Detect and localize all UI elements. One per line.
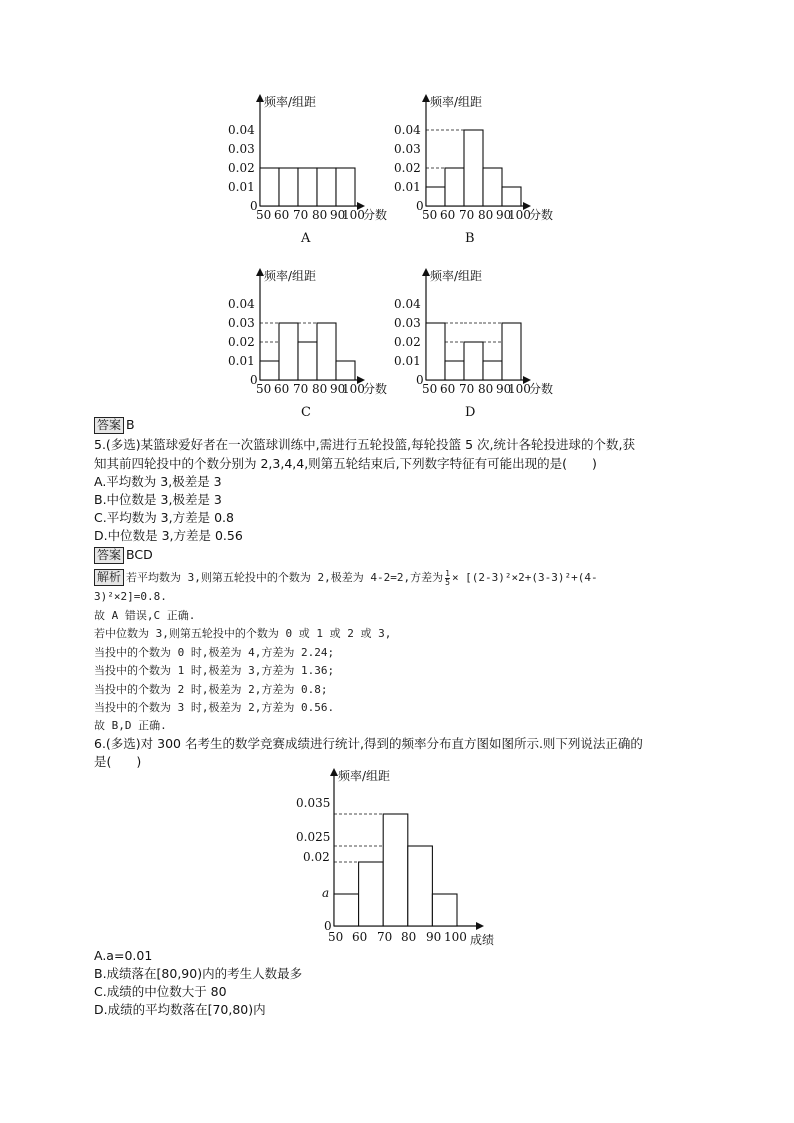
histogram-bar-90-100 xyxy=(336,168,355,206)
histogram-c-xlabel: 分数 xyxy=(363,382,388,396)
q6-ytick-002: 0.02 xyxy=(303,850,330,864)
histogram-c-xtick-80: 80 xyxy=(312,382,328,396)
histogram-bar-90-100 xyxy=(336,361,355,380)
histogram-a-xtick-70: 70 xyxy=(293,208,309,222)
q5-option-c: C.平均数为 3,方差是 0.8 xyxy=(94,510,234,525)
q6-yarrow xyxy=(330,768,338,776)
q5-explain-line8: 当投中的个数为 3 时,极差为 2,方差为 0.56. xyxy=(94,701,335,714)
histogram-bar-60-70 xyxy=(445,361,464,380)
histogram-a-ylabel: 频率/组距 xyxy=(264,95,317,109)
histogram-c-ytick-004: 0.04 xyxy=(228,297,255,311)
histogram-a-xtick-80: 80 xyxy=(312,208,328,222)
histogram-d-ylabel: 频率/组距 xyxy=(430,269,483,283)
q6-stem-line1: 6.(多选)对 300 名考生的数学竞赛成绩进行统计,得到的频率分布直方图如图所示.则下列说法正确的 xyxy=(94,736,643,751)
histogram-bar-60-70 xyxy=(359,862,384,926)
histogram-c-svg xyxy=(226,266,388,426)
histogram-a-xlabel: 分数 xyxy=(363,208,388,222)
histogram-bar-50-60 xyxy=(260,168,279,206)
histogram-a-xtick-100: 100 xyxy=(342,208,365,222)
histogram-b xyxy=(392,92,572,252)
histogram-a-ytick-004: 0.04 xyxy=(228,123,255,137)
q6-xarrow xyxy=(476,922,484,930)
histogram-d-ytick-0: 0 xyxy=(416,373,424,387)
histogram-b-xtick-90: 90 xyxy=(496,208,512,222)
q5-explain-line3: 故 A 错误,C 正确. xyxy=(94,609,196,622)
histogram-d-xtick-100: 100 xyxy=(508,382,531,396)
histogram-bar-50-60 xyxy=(426,187,445,206)
histogram-bar-70-80 xyxy=(298,168,317,206)
histogram-b-ytick-004: 0.04 xyxy=(394,123,421,137)
q4-answer-value: B xyxy=(126,417,135,432)
q6-stem-line2: 是( ) xyxy=(94,754,142,769)
histogram-d-ytick-002: 0.02 xyxy=(394,335,421,349)
histogram-c-caption: C xyxy=(301,405,311,420)
histogram-b-xtick-70: 70 xyxy=(459,208,475,222)
histogram-a-caption: A xyxy=(301,231,311,246)
q5-explain-text1a: 若平均数为 3,则第五轮投中的个数为 2,极差为 4-2=2,方差为 xyxy=(126,571,444,584)
histogram-d-ytick-004: 0.04 xyxy=(394,297,421,311)
histogram-b-xtick-100: 100 xyxy=(508,208,531,222)
histogram-d-xlabel: 分数 xyxy=(529,382,554,396)
histogram-d-xtick-70: 70 xyxy=(459,382,475,396)
histogram-bar-70-80 xyxy=(464,342,483,380)
histogram-d-ytick-003: 0.03 xyxy=(394,316,421,330)
histogram-d-xtick-80: 80 xyxy=(478,382,494,396)
histogram-b-ytick-002: 0.02 xyxy=(394,161,421,175)
histogram-bar-80-90 xyxy=(483,168,502,206)
histogram-d-xtick-50: 50 xyxy=(422,382,438,396)
q5-option-d: D.中位数是 3,方差是 0.56 xyxy=(94,528,243,543)
q5-explain-line5: 当投中的个数为 0 时,极差为 4,方差为 2.24; xyxy=(94,646,335,659)
histogram-b-svg xyxy=(392,92,572,252)
histogram-a-ytick-002: 0.02 xyxy=(228,161,255,175)
q5-explain-text1b: × [(2-3)²×2+(3-3)²+(4- xyxy=(451,571,598,584)
q5-explain-line6: 当投中的个数为 1 时,极差为 3,方差为 1.36; xyxy=(94,664,335,677)
histogram-c-ytick-0: 0 xyxy=(250,373,258,387)
frac-numerator: 1 xyxy=(445,568,450,578)
q4-answer-line xyxy=(94,416,135,434)
histogram-bar-50-60 xyxy=(260,361,279,380)
q6-xtick-50: 50 xyxy=(328,930,344,944)
q6-option-b: B.成绩落在[80,90)内的考生人数最多 xyxy=(94,966,303,981)
q6-xtick-60: 60 xyxy=(352,930,368,944)
q6-ytick-0025: 0.025 xyxy=(296,830,331,844)
histogram-bar-70-80 xyxy=(464,130,483,206)
histogram-c-xtick-90: 90 xyxy=(330,382,346,396)
histogram-bar-80-90 xyxy=(483,361,502,380)
histogram-bar-80-90 xyxy=(317,323,336,380)
frac-denominator: 5 xyxy=(445,577,450,587)
q5-option-b: B.中位数是 3,极差是 3 xyxy=(94,492,222,507)
histogram-c-ylabel: 频率/组距 xyxy=(264,269,317,283)
q5-answer-line xyxy=(94,546,153,564)
q5-stem-line2: 知其前四轮投中的个数分别为 2,3,4,4,则第五轮结束后,下列数字特征有可能出现的是( ) xyxy=(94,456,597,471)
histogram-b-caption: B xyxy=(465,231,475,246)
q6-option-c: C.成绩的中位数大于 80 xyxy=(94,984,227,999)
q5-explain-line2: 3)²×2]=0.8. xyxy=(94,590,167,603)
histogram-a-ytick-003: 0.03 xyxy=(228,142,255,156)
q6-xlabel: 成绩 xyxy=(470,933,495,947)
histogram-bar-70-80 xyxy=(383,814,408,926)
q6-xtick-70: 70 xyxy=(377,930,393,944)
histogram-c-xtick-50: 50 xyxy=(256,382,272,396)
q5-explain-fraction xyxy=(445,570,450,587)
histogram-b-xtick-50: 50 xyxy=(422,208,438,222)
q5-answer-value: BCD xyxy=(126,547,153,562)
q6-ytick-0: 0 xyxy=(324,919,332,933)
histogram-d-caption: D xyxy=(465,405,476,420)
histogram-bar-80-90 xyxy=(408,846,433,926)
histogram-d-ytick-001: 0.01 xyxy=(394,354,421,368)
histogram-b-xlabel: 分数 xyxy=(529,208,554,222)
histogram-bar-90-100 xyxy=(502,323,521,380)
histogram-c-xtick-60: 60 xyxy=(274,382,290,396)
q6-histogram-svg xyxy=(290,766,520,951)
histogram-c-yarrow xyxy=(256,268,264,276)
histogram-b-ytick-003: 0.03 xyxy=(394,142,421,156)
histogram-c-ytick-002: 0.02 xyxy=(228,335,255,349)
q5-option-a: A.平均数为 3,极差是 3 xyxy=(94,474,222,489)
histogram-c-ytick-001: 0.01 xyxy=(228,354,255,368)
histogram-b-ytick-0: 0 xyxy=(416,199,424,213)
histogram-d-svg xyxy=(392,266,572,426)
histogram-bar-90-100 xyxy=(502,187,521,206)
q5-stem-line1: 5.(多选)某篮球爱好者在一次篮球训练中,需进行五轮投篮,每轮投篮 5 次,统计各轮投进球的个数,获 xyxy=(94,437,635,452)
q5-explain-line7: 当投中的个数为 2 时,极差为 2,方差为 0.8; xyxy=(94,683,328,696)
q6-xtick-100: 100 xyxy=(444,930,467,944)
histogram-bar-60-70 xyxy=(279,168,298,206)
histogram-b-ylabel: 频率/组距 xyxy=(430,95,483,109)
histogram-a-yarrow xyxy=(256,94,264,102)
histogram-bar-70-80 xyxy=(298,342,317,380)
histogram-a-ytick-0: 0 xyxy=(250,199,258,213)
q5-explain-tag: 解析 xyxy=(94,569,124,586)
histogram-a-ytick-001: 0.01 xyxy=(228,180,255,194)
q6-option-d: D.成绩的平均数落在[70,80)内 xyxy=(94,1002,266,1017)
histogram-d-xtick-90: 90 xyxy=(496,382,512,396)
histogram-c-ytick-003: 0.03 xyxy=(228,316,255,330)
histogram-a-svg xyxy=(226,92,388,252)
histogram-b-yarrow xyxy=(422,94,430,102)
histogram-d xyxy=(392,266,572,426)
q4-answer-tag: 答案 xyxy=(94,417,124,434)
histogram-b-xtick-60: 60 xyxy=(440,208,456,222)
histogram-a-xtick-90: 90 xyxy=(330,208,346,222)
histogram-b-xtick-80: 80 xyxy=(478,208,494,222)
histogram-bar-60-70 xyxy=(279,323,298,380)
histogram-a-xtick-50: 50 xyxy=(256,208,272,222)
histogram-d-xtick-60: 60 xyxy=(440,382,456,396)
q6-histogram xyxy=(290,766,520,951)
histogram-a xyxy=(226,92,388,252)
histogram-a-xtick-60: 60 xyxy=(274,208,290,222)
histogram-bar-50-60 xyxy=(334,894,359,926)
q5-explain-line9: 故 B,D 正确. xyxy=(94,719,167,732)
histogram-bar-80-90 xyxy=(317,168,336,206)
q5-answer-tag: 答案 xyxy=(94,547,124,564)
q6-histogram-ylabel: 频率/组距 xyxy=(338,769,391,783)
q6-ytick-0035: 0.035 xyxy=(296,796,331,810)
histogram-c-xtick-70: 70 xyxy=(293,382,309,396)
histogram-bar-50-60 xyxy=(426,323,445,380)
histogram-bar-90-100 xyxy=(432,894,457,926)
q5-explain-line1 xyxy=(94,569,598,587)
histogram-c-xtick-100: 100 xyxy=(342,382,365,396)
histogram-c xyxy=(226,266,388,426)
histogram-d-yarrow xyxy=(422,268,430,276)
histogram-bar-60-70 xyxy=(445,168,464,206)
q6-xtick-90: 90 xyxy=(426,930,442,944)
q6-ytick-a: a xyxy=(322,886,330,900)
histogram-b-ytick-001: 0.01 xyxy=(394,180,421,194)
q6-option-a: A.a=0.01 xyxy=(94,948,153,963)
q6-xtick-80: 80 xyxy=(401,930,417,944)
q5-explain-line4: 若中位数为 3,则第五轮投中的个数为 0 或 1 或 2 或 3, xyxy=(94,627,392,640)
